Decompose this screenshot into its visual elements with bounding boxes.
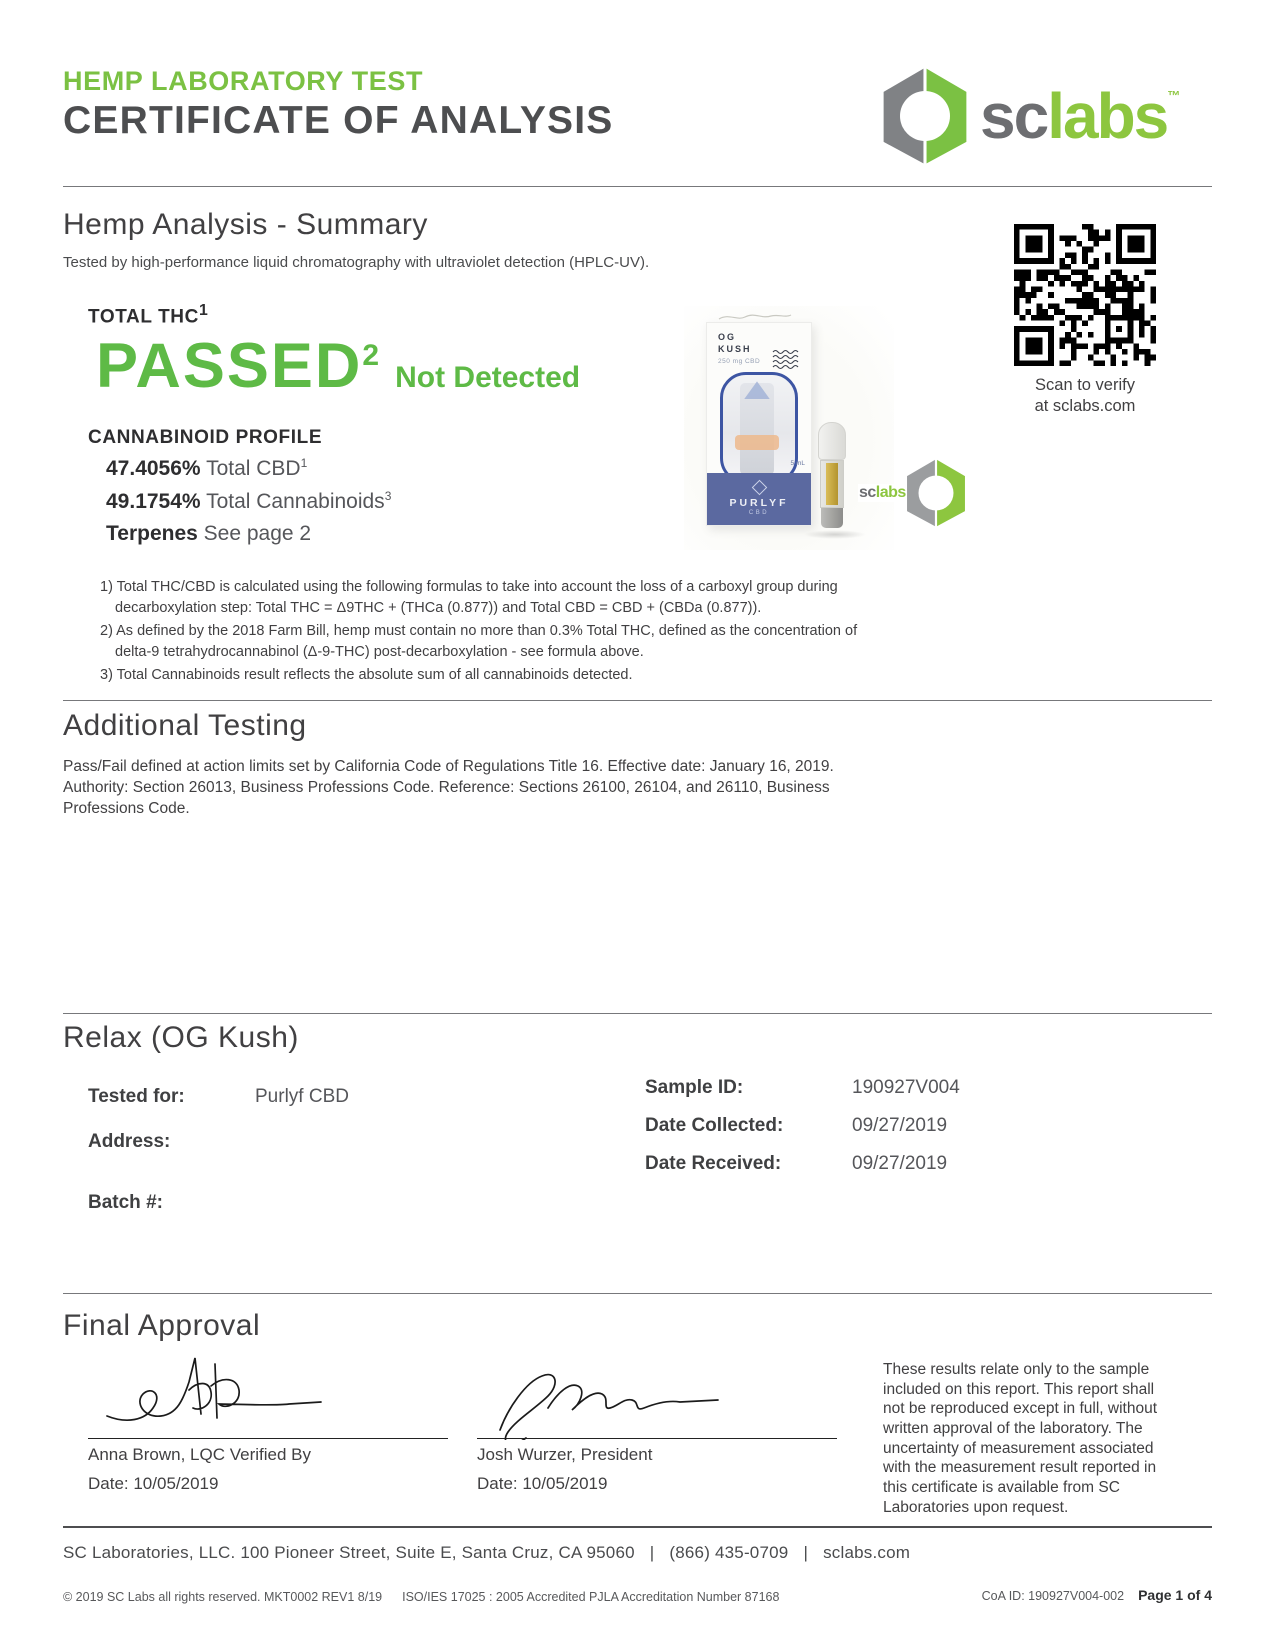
- summary-footnotes: [100, 577, 880, 689]
- footer-legal-line: [63, 1590, 779, 1604]
- box-strain-name: OG KUSH: [718, 332, 752, 354]
- cartridge-shadow: [804, 530, 866, 539]
- footnote-2: 2) As defined by the 2018 Farm Bill, hemp must contain no more than 0.3% Total THC, defined as the concentration of delta-9 tetrahydrocannabinol (Δ-9-THC) post-decarboxylation - see formula above.: [100, 623, 858, 660]
- cartridge-oil: [826, 463, 838, 505]
- qr-block: [1014, 224, 1156, 418]
- total-thc-heading: TOTAL THC$^1$: [88, 302, 209, 328]
- box-brand-band: [707, 473, 811, 525]
- footnote-1: 1) Total THC/CBD is calculated using the following formulas to take into account the loss of a carboxyl group during decarboxylation step: Total THC = Δ9THC + (THCa (0.877)) and Total CBD = CBD + (CBDa (0.877)).: [100, 579, 838, 616]
- sclabs-wordmark: sclabs™: [980, 80, 1181, 152]
- divider: [63, 1293, 1212, 1294]
- address-label: Address:: [88, 1131, 171, 1152]
- footer-contact-line: [63, 1543, 910, 1563]
- signature-anna-brown: [88, 1352, 398, 1440]
- divider: [63, 1013, 1212, 1014]
- sample-id-label: Sample ID:: [645, 1077, 744, 1098]
- sclabs-hexagon-icon: [880, 66, 970, 166]
- separator: |: [803, 1543, 809, 1562]
- date-collected-value: 09/27/2019: [852, 1115, 948, 1136]
- result-detail: Not Detected: [395, 361, 581, 394]
- box-label-area: [707, 323, 811, 365]
- waves-icon: [772, 349, 804, 371]
- box-brand-sub: CBD: [748, 510, 770, 516]
- sclabs-logo: [880, 66, 1180, 166]
- qr-caption: Scan to verify at sclabs.com: [1034, 376, 1136, 416]
- passed-badge: PASSED$^2$: [96, 331, 380, 401]
- vape-cartridge: [818, 422, 846, 528]
- lab-address: SC Laboratories, LLC. 100 Pioneer Street, Suite E, Santa Cruz, CA 95060: [63, 1543, 635, 1562]
- summary-section-title: Hemp Analysis - Summary: [63, 208, 428, 241]
- cartridge-base: [821, 508, 843, 528]
- cannabinoid-profile-heading: CANNABINOID PROFILE: [88, 427, 323, 448]
- signer-date: Date: 10/05/2019: [477, 1474, 608, 1493]
- separator: |: [649, 1543, 655, 1562]
- signer-name: Anna Brown, LQC Verified By: [88, 1445, 312, 1464]
- accreditation-text: ISO/IES 17025 : 2005 Accredited PJLA Accreditation Number 87168: [402, 1590, 780, 1604]
- signature-block-president: [477, 1352, 837, 1494]
- profile-row-total-cbd: 47.4056% Total CBD$^1$: [106, 456, 308, 480]
- cartridge-glass: [820, 460, 844, 508]
- sample-id-value: 190927V004: [852, 1077, 960, 1098]
- box-brand-name: PURLYF: [729, 497, 789, 509]
- signature-line: [88, 1438, 448, 1439]
- signer-date: Date: 10/05/2019: [88, 1474, 219, 1493]
- summary-method-note: Tested by high-performance liquid chromatography with ultraviolet detection (HPLC-UV).: [63, 254, 650, 271]
- qr-code: [1014, 224, 1156, 366]
- additional-testing-body: Pass/Fail defined at action limits set by California Code of Regulations Title 16. Effective date: January 16, 2019. Authority: Section 26013, Business Professions Code. Reference: Sections 26100, 26104, and 26110, Business Professions Code.: [63, 758, 834, 817]
- tested-for-label: Tested for:: [88, 1086, 185, 1107]
- box-volume-text: 5 mL: [790, 460, 805, 467]
- lab-phone: (866) 435-0709: [669, 1543, 789, 1562]
- sclabs-hexagon-icon: [904, 458, 968, 528]
- batch-label: Batch #:: [88, 1192, 163, 1213]
- product-photo: [684, 306, 894, 550]
- additional-testing-title: Additional Testing: [63, 709, 307, 742]
- lab-website: sclabs.com: [823, 1543, 911, 1562]
- thc-result: [96, 330, 580, 402]
- signature-block-qc: [88, 1352, 448, 1494]
- signature-josh-wurzer: [477, 1352, 787, 1440]
- profile-row-terpenes: Terpenes See page 2: [106, 522, 312, 545]
- date-received-value: 09/27/2019: [852, 1153, 948, 1174]
- footer-id-line: [982, 1587, 1212, 1603]
- signer-name: Josh Wurzer, President: [477, 1445, 653, 1464]
- coa-id: CoA ID: 190927V004-002: [981, 1589, 1125, 1603]
- box-mg-text: 250 mg CBD: [718, 358, 761, 366]
- date-collected-label: Date Collected:: [645, 1115, 784, 1136]
- document-kicker: HEMP LABORATORY TEST: [63, 66, 424, 96]
- copyright-text: © 2019 SC Labs all rights reserved. MKT0002 REV1 8/19: [63, 1590, 383, 1604]
- footer-divider: [63, 1526, 1212, 1528]
- sample-title: Relax (OG Kush): [63, 1021, 299, 1054]
- final-approval-title: Final Approval: [63, 1309, 261, 1342]
- product-box: [706, 322, 812, 526]
- footnote-3: 3) Total Cannabinoids result reflects the absolute sum of all cannabinoids detected.: [100, 667, 633, 684]
- diamond-icon: [751, 480, 767, 496]
- page-number: Page 1 of 4: [1138, 1587, 1212, 1603]
- cartridge-mouthpiece: [818, 422, 846, 460]
- results-disclaimer: These results relate only to the sample included on this report. This report shall not be reproduced except in full, without written approval of the laboratory. The uncertainty of measurement associated with the measurement result reported in this certificate is available from SC Laboratories upon request.: [883, 1361, 1158, 1516]
- divider: [63, 700, 1212, 701]
- sclabs-watermark-text: sclabs: [859, 484, 906, 501]
- cartridge-oil-blob: [735, 435, 779, 450]
- document-title: CERTIFICATE OF ANALYSIS: [63, 99, 614, 142]
- signature-line: [477, 1438, 837, 1439]
- divider: [63, 186, 1212, 187]
- tested-for-value: Purlyf CBD: [255, 1086, 349, 1107]
- profile-row-total-cannabinoids: 49.1754% Total Cannabinoids$^3$: [106, 489, 392, 513]
- date-received-label: Date Received:: [645, 1153, 782, 1174]
- sclabs-watermark: [859, 458, 968, 532]
- box-window: [720, 372, 798, 484]
